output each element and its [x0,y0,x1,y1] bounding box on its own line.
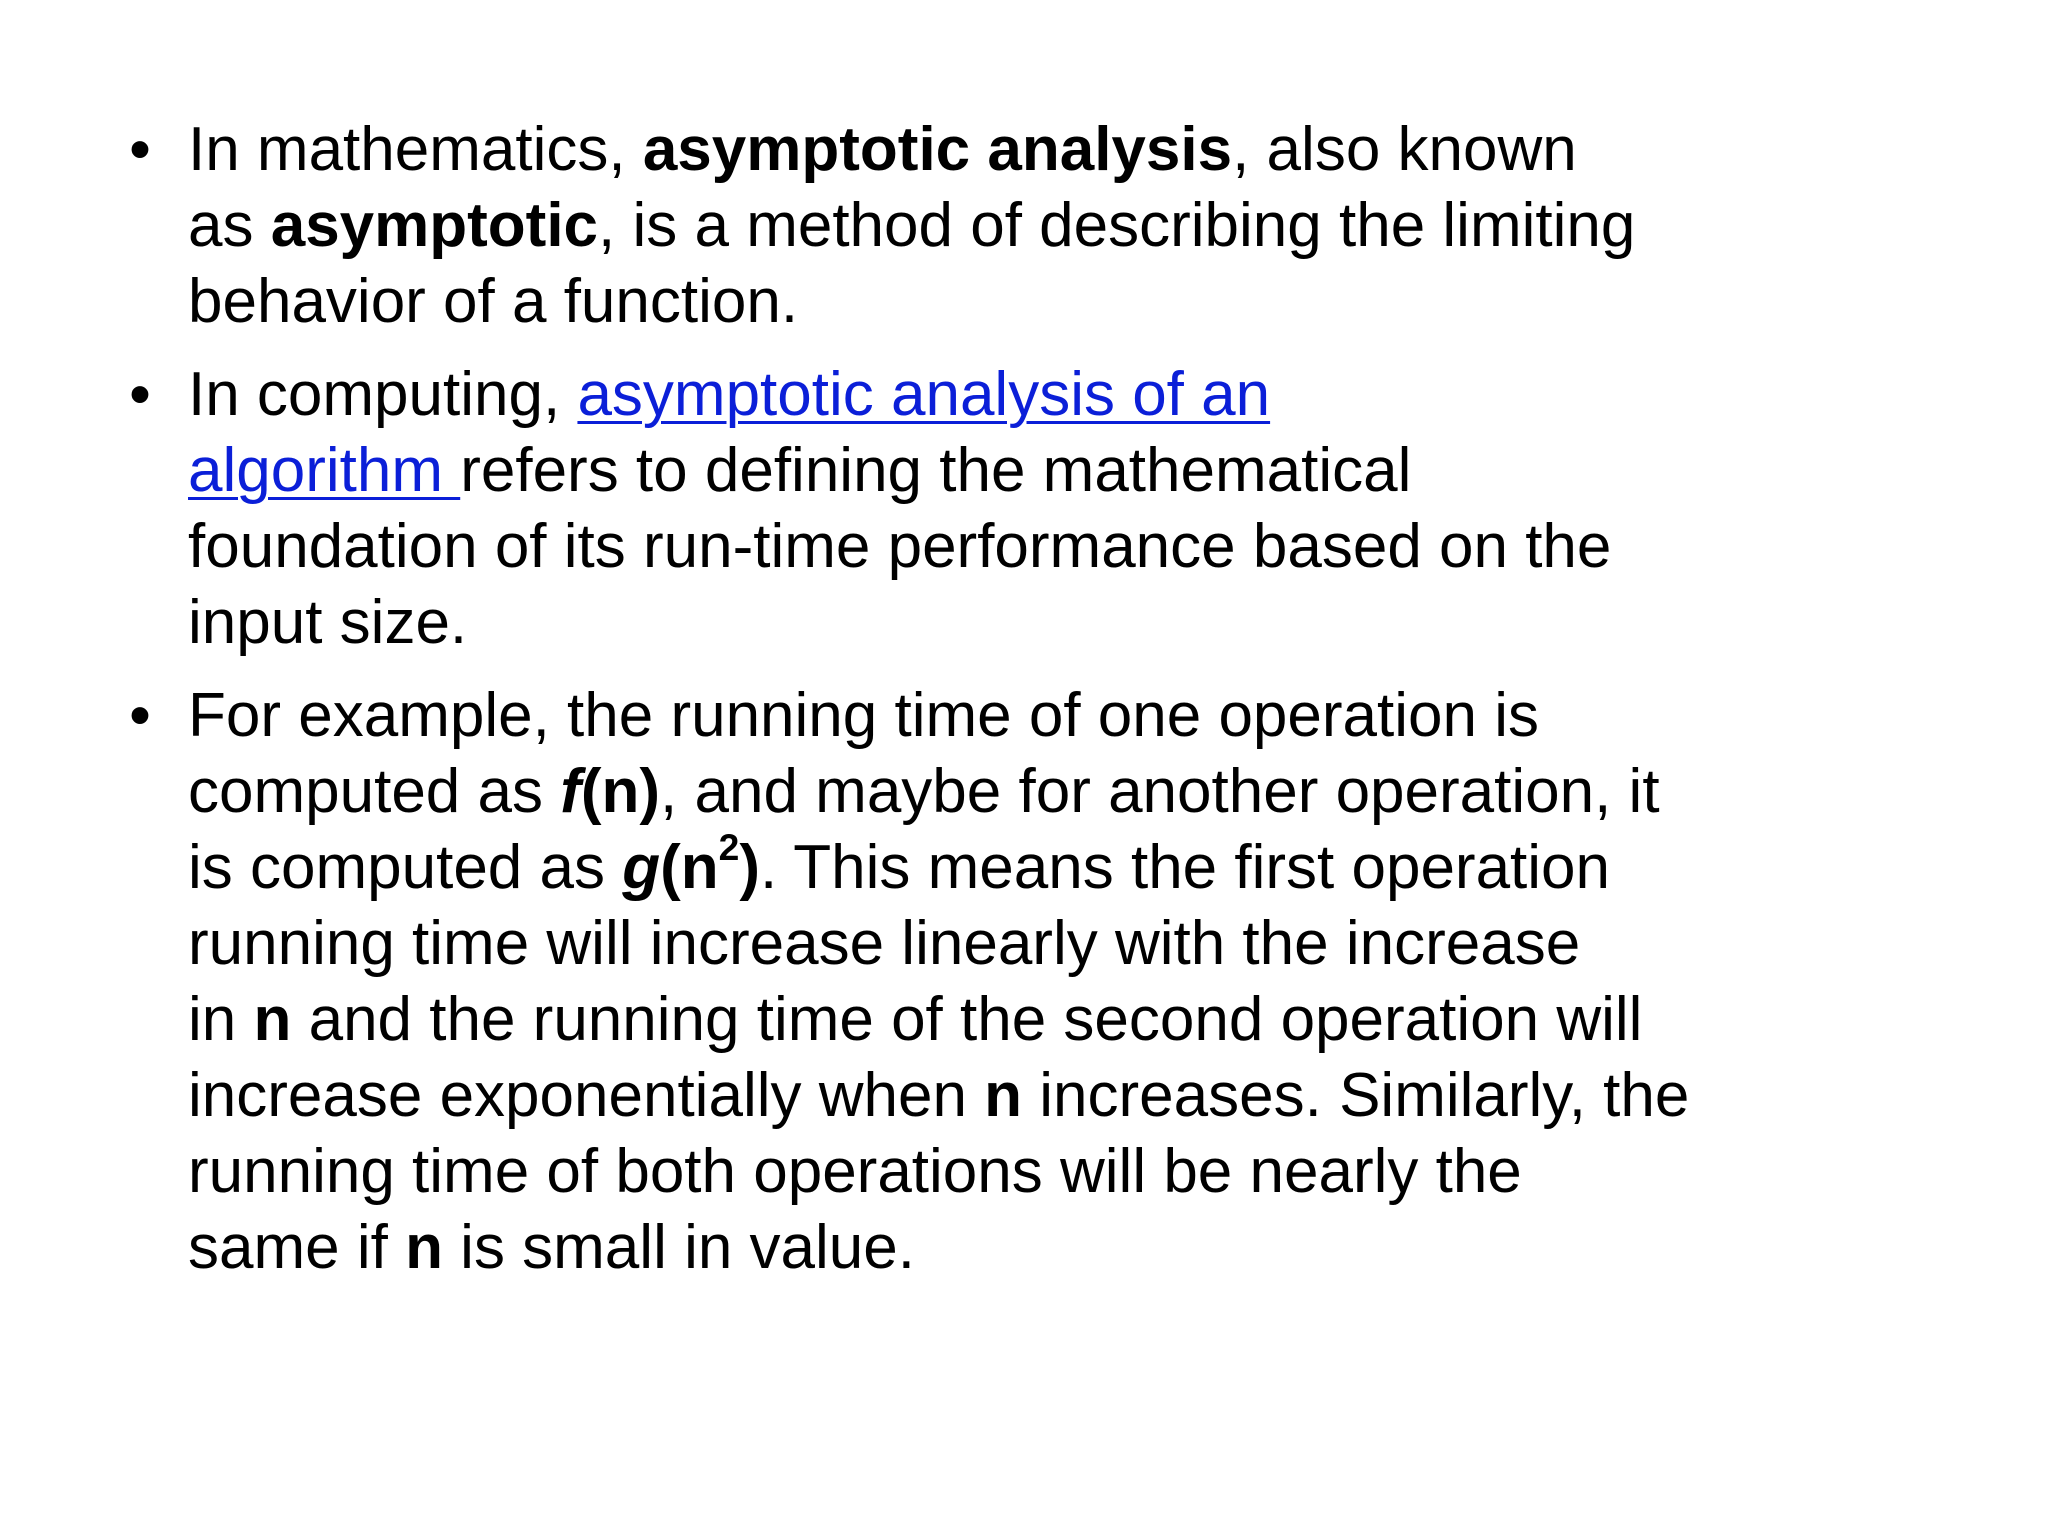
bullet-dot-icon: • [129,681,151,750]
function-f-expression: f(n) [560,757,661,826]
bold-term: asymptotic analysis [642,115,1233,184]
algorithm-analysis-link[interactable]: asymptotic analysis of an algorithm [188,360,1271,505]
bullet-text: In computing, asymptotic analysis of an algorithm refers to defining the mathematical foundation of its run-time performance based on the input size. [188,360,1612,657]
bullet-list [129,112,1988,1303]
bold-variable-n: n [405,1213,443,1282]
bullet-dot-icon: • [129,115,151,184]
bullet-text: For example, the running time of one operation is computed as f(n), and maybe for another operation, it is computed as $g(n^2)$. This means the first operation running time will increase linearly with the increase in n and the running time of the second operation will increase exponentially when n increases. Similarly, the running time of both operations will be nearly the same if n is small in value. [188,681,1690,1282]
bold-term: asymptotic [270,191,599,260]
bullet-item-example [129,678,1988,1286]
function-g-expression: $g(n^2)$ [622,826,760,902]
bullet-dot-icon: • [129,360,151,429]
exponent: 2 [718,826,740,869]
bullet-item-asymptotic-analysis [129,112,1988,340]
bullet-text: In mathematics, asymptotic analysis, also known as asymptotic, is a method of describing the limiting behavior of a function. [188,115,1636,336]
bold-variable-n: n [984,1061,1023,1130]
bullet-item-computing [129,357,1988,661]
bold-variable-n: n [253,985,292,1054]
